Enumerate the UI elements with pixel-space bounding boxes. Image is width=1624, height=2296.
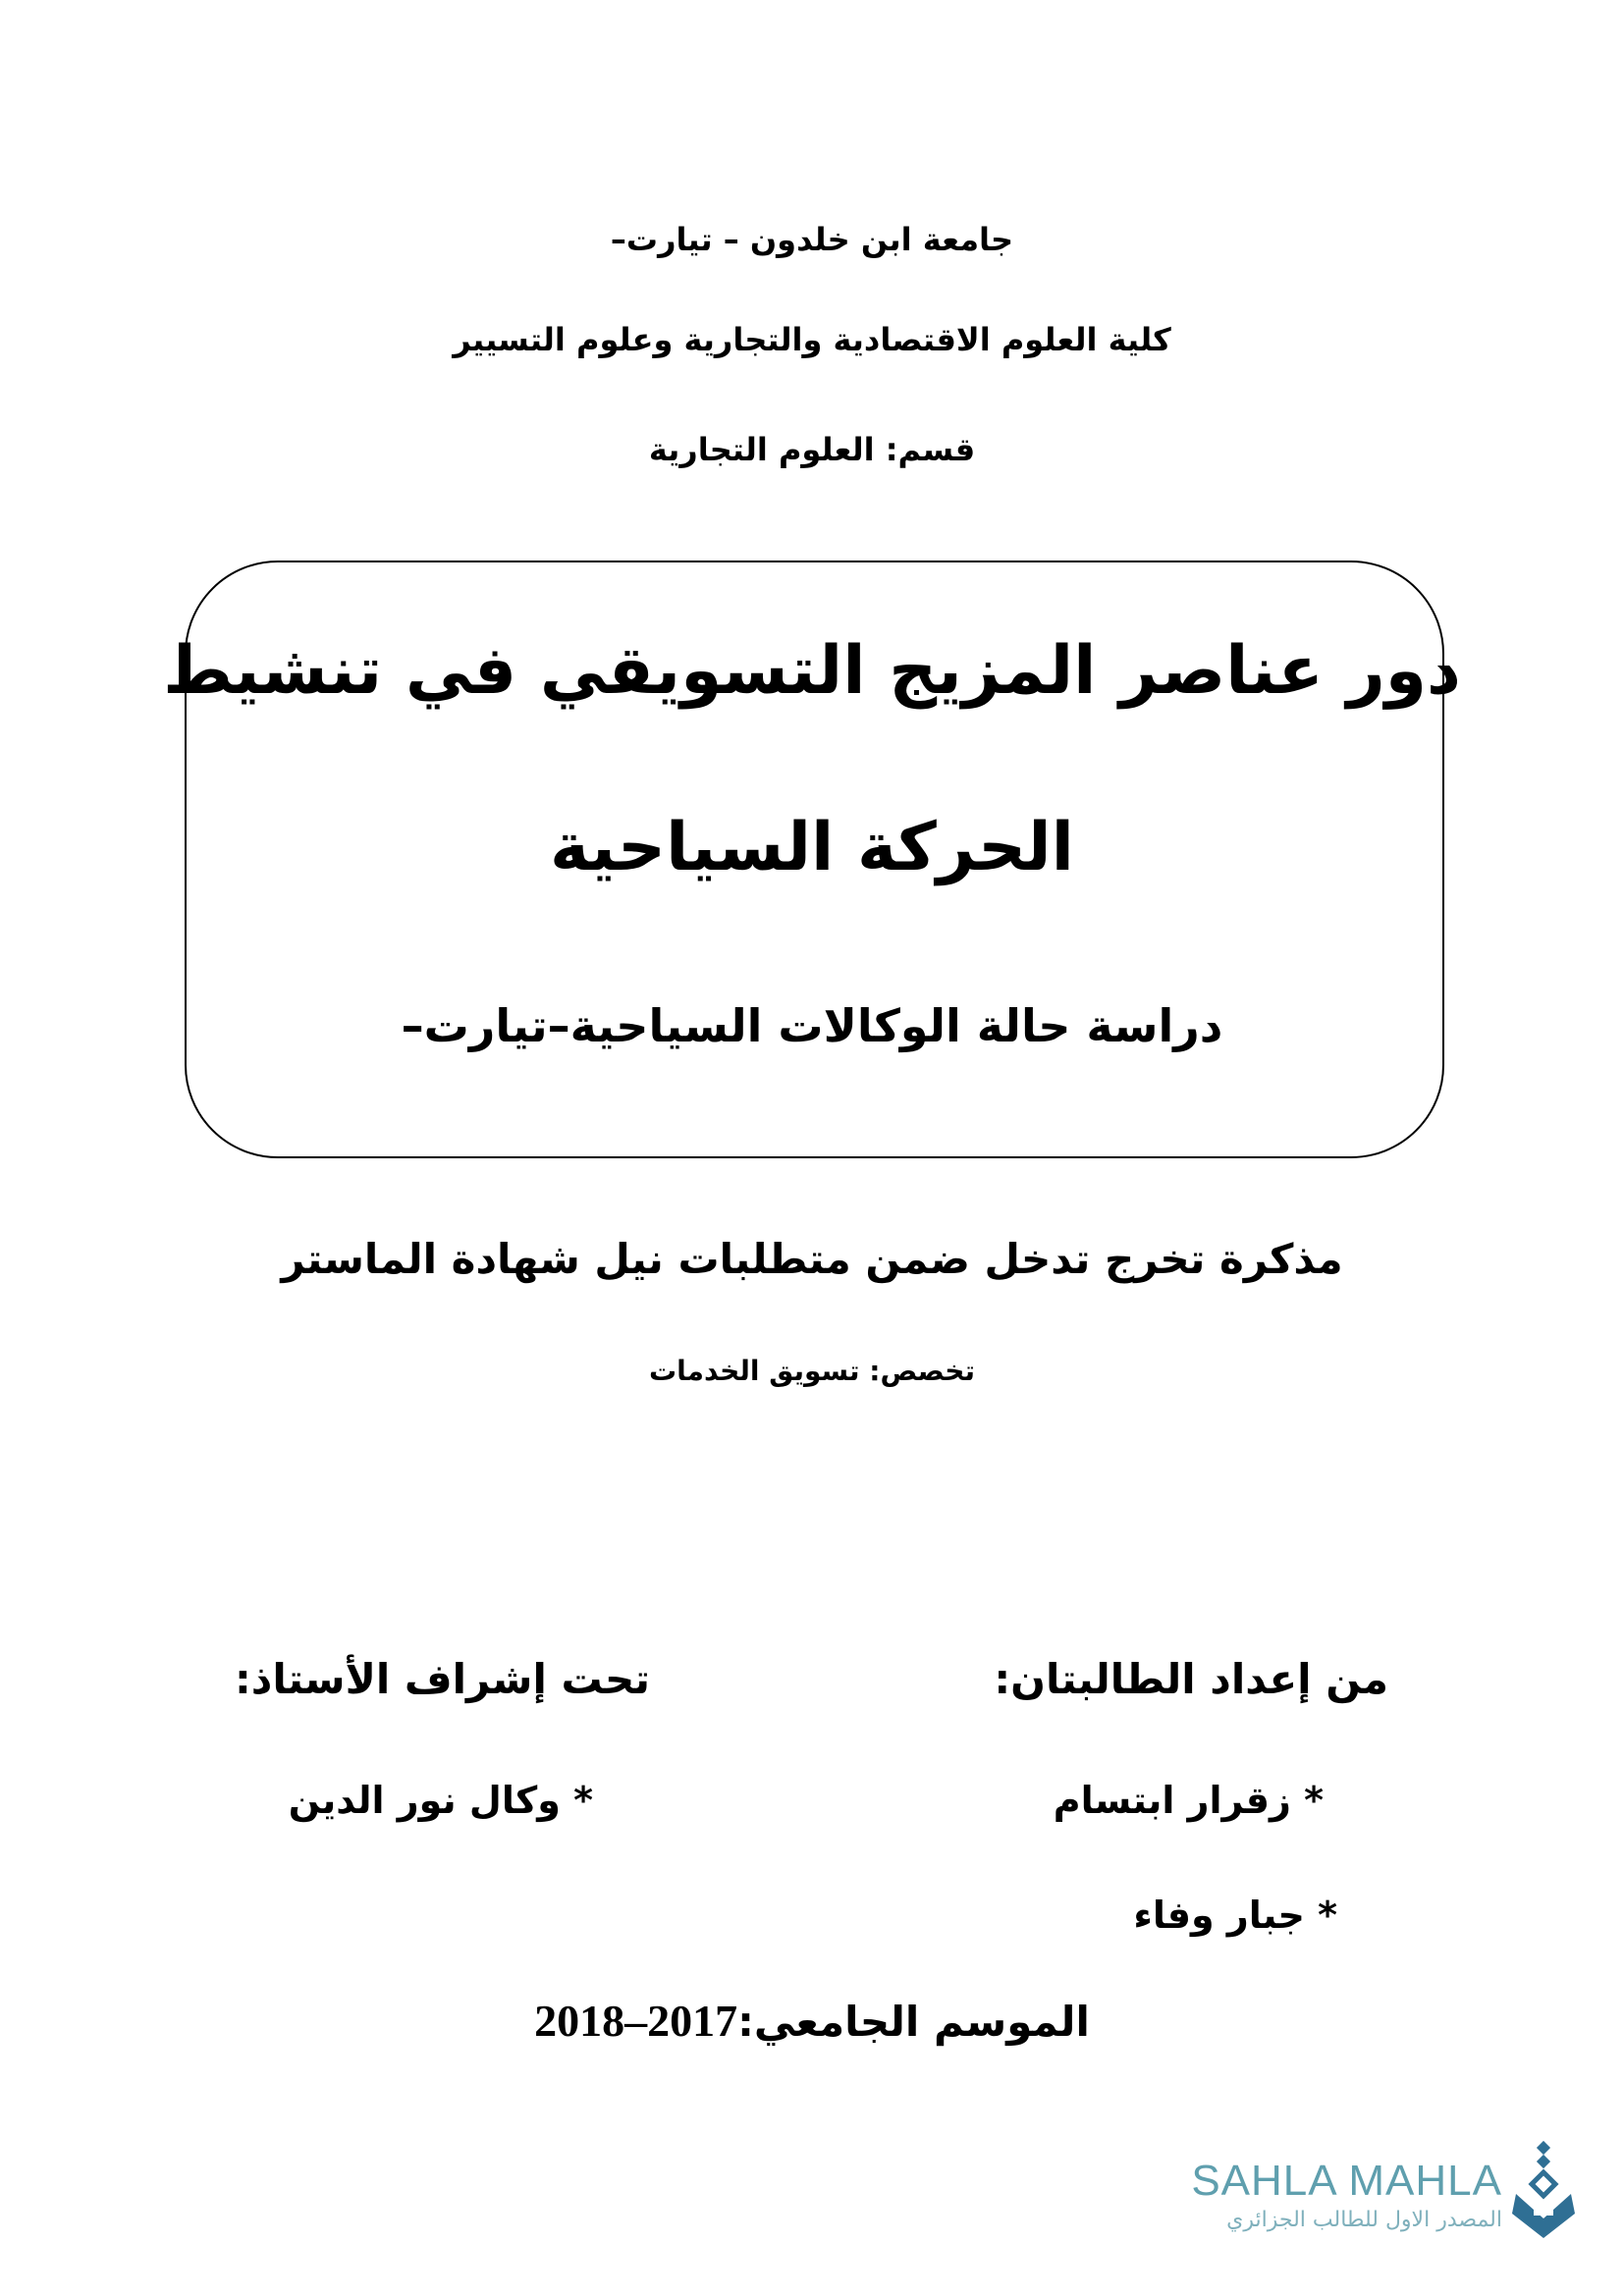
faculty-name: كلية العلوم الاقتصادية والتجارية وعلوم التسيير [453, 321, 1171, 358]
supervisor-name: * وكال نور الدين [288, 1779, 593, 1822]
logo-wordmark: SAHLA MAHLA [1191, 2157, 1502, 2205]
season-label: الموسم الجامعي: [737, 1998, 1090, 2046]
memo-purpose: مذكرة تخرج تدخل ضمن متطلبات نيل شهادة الماستر [281, 1235, 1343, 1283]
logo-emblem-icon [1504, 2135, 1583, 2243]
supervisor-label: تحت إشراف الأستاذ: [235, 1655, 650, 1703]
thesis-title-line2: الحركة السياحية [550, 809, 1074, 886]
university-name: جامعة ابن خلدون – تيارت– [610, 221, 1014, 258]
student-name-2: * جبار وفاء [1133, 1894, 1337, 1937]
academic-season [0, 1996, 1624, 2046]
thesis-title-line1: دور عناصر المزيج التسويقي في تنشيط [163, 632, 1461, 710]
sahla-mahla-logo [1139, 2135, 1591, 2243]
student-name-1: * زقرار ابتسام [1053, 1779, 1324, 1822]
students-label: من إعداد الطالبتان: [994, 1655, 1388, 1703]
specialty: تخصص: تسويق الخدمات [649, 1355, 975, 1387]
department-name: قسم: العلوم التجارية [648, 431, 976, 468]
logo-tagline: المصدر الاول للطالب الجزائري [1226, 2208, 1502, 2232]
season-years: 2018–2017 [534, 1996, 738, 2046]
case-study-subtitle: دراسة حالة الوكالات السياحية–تيارت– [401, 999, 1223, 1052]
